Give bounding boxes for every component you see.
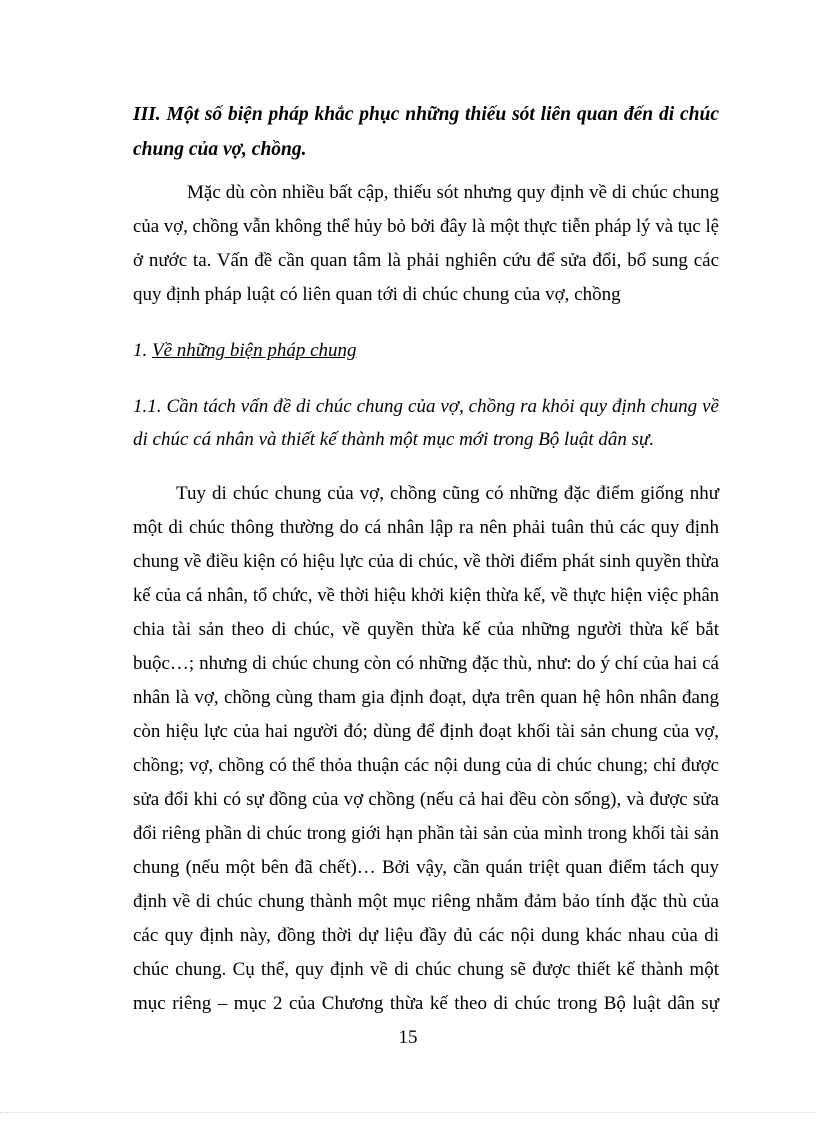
- body-paragraph-line-16: mục riêng – mục 2 của Chương thừa kế theo di chúc trong Bộ luật dân sự: [133, 993, 719, 1014]
- body-paragraph-line-13: định về di chúc chung thành một mục riêng nhằm đảm bảo tính đặc thù của: [133, 891, 719, 912]
- body-paragraph-line-11: đổi riêng phần di chúc trong giới hạn phần tài sản của mình trong khối tài sản: [133, 823, 719, 844]
- body-paragraph-line-7: nhân là vợ, chồng cùng tham gia định đoạt, dựa trên quan hệ hôn nhân đang: [133, 687, 719, 708]
- subheading-1-1-line-1: 1.1. Cần tách vấn đề di chúc chung của vợ, chồng ra khỏi quy định chung về: [133, 396, 719, 417]
- body-paragraph-line-2: một di chúc thông thường do cá nhân lập ra nên phải tuân thủ các quy định: [133, 517, 719, 538]
- body-paragraph-line-3: chung về điều kiện có hiệu lực của di chúc, về thời điểm phát sinh quyền thừa: [133, 551, 719, 572]
- subheading-1-title: Về những biện pháp chung: [152, 340, 357, 361]
- body-paragraph-line-6: buộc…; nhưng di chúc chung còn có những đặc thù, như: do ý chí của hai cá: [133, 653, 719, 674]
- section-heading-line-1: III. Một số biện pháp khắc phục những thiếu sót liên quan đến di chúc: [133, 104, 719, 125]
- page-bottom-divider: [0, 1112, 816, 1113]
- body-paragraph-line-1: Tuy di chúc chung của vợ, chồng cũng có những đặc điểm giống như: [176, 483, 719, 504]
- body-paragraph-line-8: còn hiệu lực của hai người đó; dùng để định đoạt khối tài sản chung của vợ,: [133, 721, 719, 742]
- subheading-1-1-line-2: di chúc cá nhân và thiết kế thành một mục mới trong Bộ luật dân sự.: [133, 429, 655, 450]
- subheading-1-number: 1.: [133, 340, 152, 361]
- subheading-1: [133, 339, 719, 363]
- intro-paragraph-line-1: Mặc dù còn nhiều bất cập, thiếu sót nhưng quy định về di chúc chung: [187, 182, 719, 203]
- body-paragraph-line-9: chồng; vợ, chồng có thể thỏa thuận các nội dung của di chúc chung; chỉ được: [133, 755, 719, 776]
- intro-paragraph-line-2: của vợ, chồng vẫn không thể hủy bỏ bởi đây là một thực tiễn pháp lý và tục lệ: [133, 216, 719, 237]
- body-paragraph-line-4: kế của cá nhân, tổ chức, về thời hiệu khởi kiện thừa kế, về thực hiện việc phân: [133, 586, 719, 606]
- section-heading-line-2: chung của vợ, chồng.: [133, 139, 307, 160]
- body-paragraph-line-10: sửa đổi khi có sự đồng của vợ chồng (nếu cả hai đều còn sống), và được sửa: [133, 789, 719, 810]
- intro-paragraph-line-3: ở nước ta. Vấn đề cần quan tâm là phải nghiên cứu để sửa đổi, bổ sung các: [133, 250, 719, 271]
- body-paragraph-line-5: chia tài sản theo di chúc, về quyền thừa kế của những người thừa kế bắt: [133, 619, 719, 640]
- body-paragraph-line-12: chung (nếu một bên đã chết)… Bởi vậy, cần quán triệt quan điểm tách quy: [133, 857, 719, 878]
- page-number: 15: [398, 1027, 418, 1048]
- body-paragraph-line-15: chúc chung. Cụ thể, quy định về di chúc chung sẽ được thiết kế thành một: [133, 959, 719, 980]
- intro-paragraph-line-4: quy định pháp luật có liên quan tới di chúc chung của vợ, chồng: [133, 284, 621, 305]
- body-paragraph-line-14: các quy định này, đồng thời dự liệu đầy đủ các nội dung khác nhau của di: [133, 925, 719, 946]
